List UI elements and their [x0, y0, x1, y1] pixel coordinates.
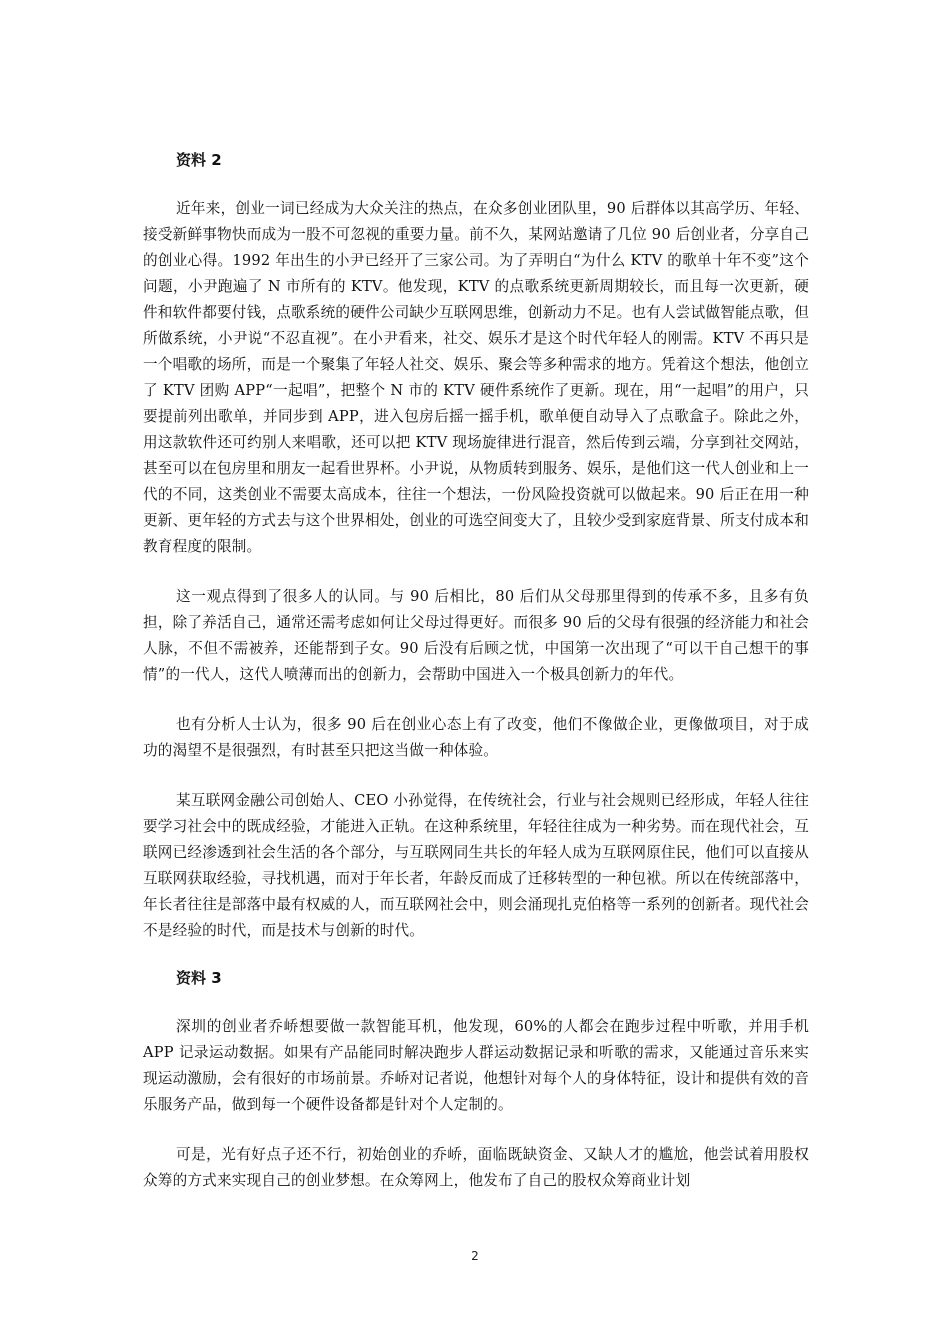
section-heading-2: 资料 2: [176, 151, 222, 169]
paragraph: 可是，光有好点子还不行，初始创业的乔峤，面临既缺资金、又缺人才的尴尬，他尝试着用股权众筹的方式来实现自己的创业梦想。在众筹网上，他发布了自己的股权众筹商业计划: [143, 1146, 809, 1189]
paragraph: 这一观点得到了很多人的认同。与 90 后相比，80 后们从父母那里得到的传承不多，且多有负担，除了养活自己，通常还需考虑如何让父母过得更好。而很多 90 后的父母有很强的经济能力和社会人脉，不但不需被养，还能帮到子女。90 后没有后顾之忧，中国第一次出现了“可以干自己想干的事情”的一代人，这代人喷薄而出的创新力，会帮助中国进入一个极具创新力的年代。: [143, 588, 809, 683]
page-number: 2: [471, 1249, 479, 1263]
paragraph: 近年来，创业一词已经成为大众关注的热点，在众多创业团队里，90 后群体以其高学历、年轻、接受新鲜事物快而成为一股不可忽视的重要力量。前不久，某网站邀请了几位 90 后创业者，分享自己的创业心得。1992 年出生的小尹已经开了三家公司。为了弄明白“为什么 KTV 的歌单十年不变”这个问题，小尹跑遍了 N 市所有的 KTV。他发现，KTV 的点歌系统更新周期较长，而且每一次更新，硬件和软件都要付钱，点歌系统的硬件公司缺少互联网思维，创新动力不足。也有人尝试做智能点歌，但所做系统，小尹说“不忍直视”。在小尹看来，社交、娱乐才是这个时代年轻人的刚需。KTV 不再只是一个唱歌的场所，而是一个聚集了年轻人社交、娱乐、聚会等多种需求的地方。凭着这个想法，他创立了 KTV 团购 APP“一起唱”，把整个 N 市的 KTV 硬件系统作了更新。现在，用“一起唱”的用户，只要提前列出歌单，并同步到 APP，进入包房后摇一摇手机，歌单便自动导入了点歌盒子。除此之外，用这款软件还可约别人来唱歌，还可以把 KTV 现场旋律进行混音，然后传到云端，分享到社交网站，甚至可以在包房里和朋友一起看世界杯。小尹说，从物质转到服务、娱乐，是他们这一代人创业和上一代的不同，这类创业不需要太高成本，往往一个想法，一份风险投资就可以做起来。90 后正在用一种更新、更年轻的方式去与这个世界相处，创业的可选空间变大了，且较少受到家庭背景、所支付成本和教育程度的限制。: [143, 200, 809, 555]
paragraph: 深圳的创业者乔峤想要做一款智能耳机，他发现，60%的人都会在跑步过程中听歌，并用手机 APP 记录运动数据。如果有产品能同时解决跑步人群运动数据记录和听歌的需求，又能通过音乐来实现运动激励，会有很好的市场前景。乔峤对记者说，他想针对每个人的身体特征，设计和提供有效的音乐服务产品，做到每一个硬件设备都是针对个人定制的。: [143, 1018, 809, 1113]
section-heading-3: 资料 3: [176, 969, 222, 987]
paragraph: 也有分析人士认为，很多 90 后在创业心态上有了改变，他们不像做企业，更像做项目，对于成功的渴望不是很强烈，有时甚至只把这当做一种体验。: [143, 716, 809, 759]
paragraph: 某互联网金融公司创始人、CEO 小孙觉得，在传统社会，行业与社会规则已经形成，年轻人往往要学习社会中的既成经验，才能进入正轨。在这种系统里，年轻往往成为一种劣势。而在现代社会，互联网已经渗透到社会生活的各个部分，与互联网同生共长的年轻人成为互联网原住民，他们可以直接从互联网获取经验，寻找机遇，而对于年长者，年龄反而成了迁移转型的一种包袱。所以在传统部落中，年长者往往是部落中最有权威的人，而互联网社会中，则会涌现扎克伯格等一系列的创新者。现代社会不是经验的时代，而是技术与创新的时代。: [143, 792, 809, 939]
document-body: [143, 150, 809, 1218]
